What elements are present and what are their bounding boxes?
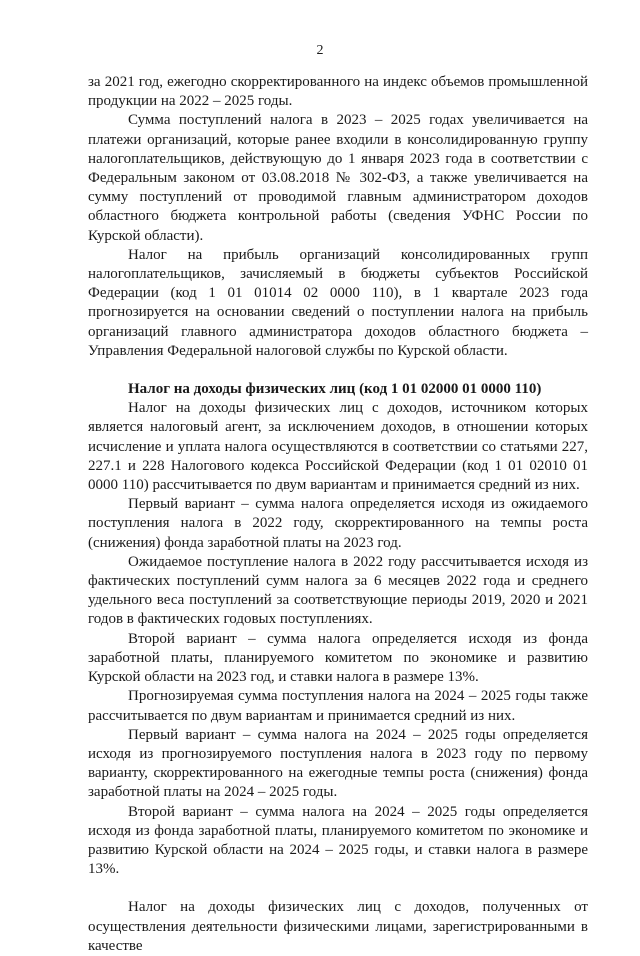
paragraph-forecast-2024-2025: Прогнозируемая сумма поступления налога на 2024 – 2025 годы также рассчитывается по двум вариантам и принимается средний из них. (88, 688, 588, 724)
paragraph-first-variant-2024-2025: Первый вариант – сумма налога на 2024 – 2025 годы определяется исходя из прогнозируемого поступления налога в 2023 году по первому варианту, скорректированного на ежегодные темпы роста (снижения) фонда заработной платы на 2024 – 2025 годы. (88, 726, 588, 801)
section-heading-personal-income-tax: Налог на доходы физических лиц (код 1 01 02000 01 0000 110) (128, 381, 542, 398)
paragraph-tax-agent-income: Налог на доходы физических лиц с доходов, источником которых является налоговый агент, за исключением доходов, в отношении которых исчисление и уплата налога осуществляются в соответствии со статьями 227, 227.1 и 228 Налогового кодекса Российской Федерации (код 1 01 02010 01 0000 110) рассчитывается по двум вариантам и принимается средний из них. (88, 400, 588, 494)
paragraph-second-variant-2023: Второй вариант – сумма налога определяется исходя из фонда заработной платы, планируемого комитетом по экономике и развитию Курской области на 2023 год, и ставки налога в размере 13%. (88, 630, 588, 686)
paragraph-self-employed-income: Налог на доходы физических лиц с доходов, полученных от осуществления деятельности физическими лицами, зарегистрированными в качестве (88, 899, 588, 954)
page-number: 2 (316, 43, 324, 58)
paragraph-continuation: за 2021 год, ежегодно скорректированного на индекс объемов промышленной продукции на 2022 – 2025 годы. (88, 74, 588, 110)
paragraph-second-variant-2024-2025: Второй вариант – сумма налога на 2024 – 2025 годы определяется исходя из фонда заработной платы, планируемого комитетом по экономике и развитию Курской области на 2024 – 2025 годы, и ставки налога в размере 13%. (88, 803, 588, 878)
paragraph-expected-receipts-2022: Ожидаемое поступление налога в 2022 году рассчитывается исходя из фактических поступлений сумм налога за 6 месяцев 2022 года и среднего удельного веса поступлений за соответствующие периоды 2019, 2020 и 2021 годов в фактических годовых поступлениях. (88, 553, 588, 628)
paragraph-first-variant-2023: Первый вариант – сумма налога определяется исходя из ожидаемого поступления налога в 2022 году, скорректированного на темпы роста (снижения) фонда заработной платы на 2023 год. (88, 496, 588, 551)
paragraph-consolidated-group-tax: Налог на прибыль организаций консолидированных групп налогоплательщиков, зачисляемый в бюджеты субъектов Российской Федерации (код 1 01 01014 02 0000 110), в 1 квартале 2023 года прогнозируется на основании сведений о поступлении налога на прибыль организаций главного администратора доходов областного бюджета – Управления Федеральной налоговой службы по Курской области. (88, 246, 588, 359)
document-body (88, 73, 588, 956)
paragraph-consolidated-group-payments: Сумма поступлений налога в 2023 – 2025 годах увеличивается на платежи организаций, которые ранее входили в консолидированную группу налогоплательщиков, действующую до 1 января 2023 года в соответствии с Федеральным законом от 03.08.2018 № 302-ФЗ, а также увеличивается на сумму поступлений от проводимой главным администратором доходов областного бюджета контрольной работы (сведения УФНС России по Курской области). (88, 112, 588, 244)
